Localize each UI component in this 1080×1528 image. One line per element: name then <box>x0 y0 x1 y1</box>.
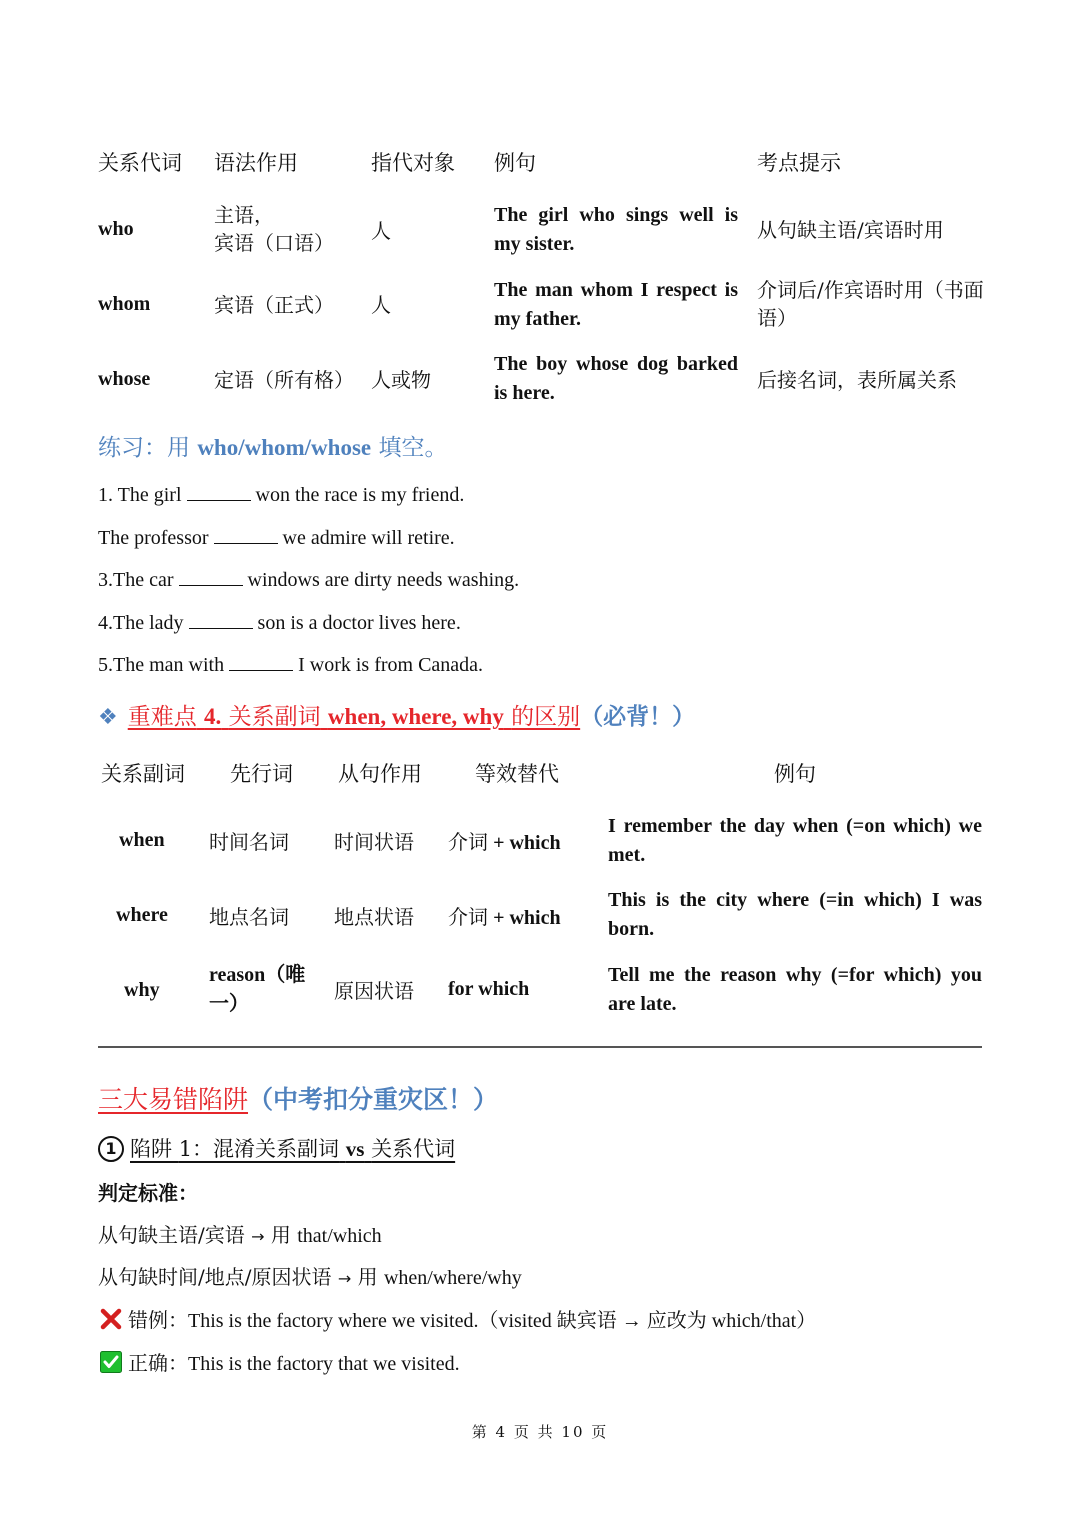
rule-adverbial <box>98 1261 522 1290</box>
table2-row-where-antecedent: 地点名词 <box>209 905 289 929</box>
table2-header-antecedent: 先行词 <box>230 762 293 786</box>
table2-row-where-example: This is the city where (=in which) I was born. <box>608 889 982 940</box>
blank-line <box>179 567 243 586</box>
section4-title-b: 4. <box>204 704 222 729</box>
practice-item-2-before: The professor <box>98 527 209 549</box>
section4-title-a: 重难点 <box>127 704 197 730</box>
arrow-right-icon: → <box>337 1269 352 1288</box>
table2-row-why-substitute: for which <box>448 978 530 1000</box>
wrong-label: 错例： <box>128 1308 188 1332</box>
rule1-en: that/which <box>297 1225 382 1247</box>
trap1-heading-d: 关系代词 <box>371 1137 456 1161</box>
blank-line <box>229 652 293 671</box>
practice-item-2-after: we admire will retire. <box>282 527 455 549</box>
table1-header-example: 例句 <box>494 151 536 175</box>
section4-title <box>98 698 695 731</box>
practice-item <box>98 525 455 550</box>
table1-row-whose-example: The boy whose dog barked is here. <box>494 353 738 404</box>
rule1-cn: 从句缺主语/宾语 <box>98 1223 245 1247</box>
table1-row-whom-refers: 人 <box>371 293 391 317</box>
section-divider <box>98 1046 982 1048</box>
right-text: This is the factory that we visited. <box>188 1353 460 1375</box>
table1-row-who-example: The girl who sings well is my sister. <box>494 204 738 255</box>
wrong-text: This is the factory where we visited.（visited 缺宾语 → 应改为 which/that） <box>188 1310 817 1332</box>
rule2-cn: 从句缺时间/地点/原因状语 <box>98 1265 332 1289</box>
blank-line <box>187 482 251 501</box>
cross-mark-icon <box>100 1308 122 1330</box>
table2-header-adverb: 关系副词 <box>101 762 185 786</box>
arrow-right-icon: → <box>251 1227 265 1246</box>
table1-row-whose-tip: 后接名词，表所属关系 <box>757 368 957 392</box>
table2-row-when-role: 时间状语 <box>334 830 414 854</box>
table2-header-example: 例句 <box>774 762 816 786</box>
table2-row-why-example: Tell me the reason why (=for which) you are late. <box>608 964 982 1015</box>
table1-row-who-function <box>214 201 334 257</box>
table1-row-who-pronoun: who <box>98 218 134 240</box>
table2-row-when-substitute <box>448 826 561 858</box>
practice-title-suffix: 填空。 <box>378 435 448 461</box>
practice-item-1-after: won the race is my friend. <box>255 484 465 506</box>
table1-row-who-function-line1: 主语， <box>214 203 274 227</box>
practice-item-5-after: I work is from Canada. <box>298 654 484 676</box>
table1-row-who-refers: 人 <box>371 219 391 243</box>
criteria-label: 判定标准： <box>98 1181 198 1205</box>
footer-d: 页 <box>591 1423 609 1441</box>
circled-number-icon: 1 <box>98 1136 124 1162</box>
footer-page: 4 <box>495 1423 508 1441</box>
trap1-heading-a: 陷阱 <box>130 1137 172 1161</box>
practice-item <box>98 652 483 677</box>
trap1-heading-b: 1：混淆关系副词 <box>178 1137 340 1161</box>
footer-c: 共 <box>537 1423 555 1441</box>
table1-row-whom-function: 宾语（正式） <box>214 293 334 317</box>
table2-row-why-antecedent-line2: 一） <box>209 993 249 1015</box>
rule-subject-object <box>98 1219 382 1248</box>
practice-title <box>98 429 447 462</box>
table2-row-where-substitute <box>448 901 561 933</box>
traps-title <box>98 1080 498 1116</box>
practice-item-3-after: windows are dirty needs washing. <box>247 569 520 591</box>
practice-item-3-before: 3.The car <box>98 569 174 591</box>
table2-row-when-example: I remember the day when (=on which) we met. <box>608 815 982 866</box>
footer-total: 10 <box>561 1423 585 1441</box>
right-example <box>100 1347 460 1376</box>
table1-header-pronoun: 关系代词 <box>98 151 182 175</box>
practice-item-5-before: 5.The man with <box>98 654 225 676</box>
table1-row-who-tip: 从句缺主语/宾语时用 <box>757 218 944 242</box>
table1-row-whom-example: The man whom I respect is my father. <box>494 279 738 330</box>
page-footer <box>0 1421 1080 1442</box>
table1-header-tip: 考点提示 <box>757 151 841 175</box>
diamond-bullet-icon: ❖ <box>98 705 118 730</box>
table2-row-when-sub-en: + which <box>493 832 561 854</box>
table2-row-why-role: 原因状语 <box>334 979 414 1003</box>
table2-row-why-antecedent <box>209 961 319 1019</box>
practice-item <box>98 567 519 592</box>
rule2-en: when/where/why <box>383 1267 522 1289</box>
table2-row-why-antecedent-line1: reason（唯 <box>209 964 306 986</box>
table1-header-refers: 指代对象 <box>371 151 455 175</box>
wrong-example <box>100 1304 816 1333</box>
table2-row-where-sub-en: + which <box>493 907 561 929</box>
table2-row-when-antecedent: 时间名词 <box>209 830 289 854</box>
table1-row-whose-pronoun: whose <box>98 368 151 390</box>
practice-item-4-before: 4.The lady <box>98 612 184 634</box>
table2-header-substitute: 等效替代 <box>475 762 559 786</box>
right-label: 正确： <box>128 1351 188 1375</box>
practice-item-4-after: son is a doctor lives here. <box>257 612 461 634</box>
rule1-use: 用 <box>270 1223 291 1247</box>
section4-title-c: 关系副词 <box>228 704 321 730</box>
table2-row-when-sub-cn: 介词 <box>448 830 488 854</box>
practice-title-prefix: 练习：用 <box>98 435 190 461</box>
table1-row-whom-tip: 介词后/作宾语时用（书面语） <box>757 278 984 330</box>
practice-item-1-before: 1. The girl <box>98 484 182 506</box>
section4-title-d: when, where, why <box>327 704 504 729</box>
practice-item <box>98 482 464 507</box>
section4-title-e: 的区别 <box>511 704 581 730</box>
table2-row-where-role: 地点状语 <box>334 905 414 929</box>
traps-title-main: 三大易错陷阱 <box>98 1085 249 1114</box>
table2-row-when-adverb: when <box>119 829 165 851</box>
table1-header-function: 语法作用 <box>214 151 298 175</box>
blank-line <box>189 610 253 629</box>
table1-row-who-function-line2: 宾语（口语） <box>214 231 334 255</box>
rule2-use: 用 <box>357 1265 378 1289</box>
table2-row-why-adverb: why <box>124 979 160 1001</box>
table1-row-whose-refers: 人或物 <box>371 368 431 392</box>
traps-title-note: （中考扣分重灾区！） <box>248 1085 499 1114</box>
table2-header-role: 从句作用 <box>338 762 422 786</box>
section4-note: （必背！） <box>580 703 696 730</box>
practice-title-words: who/whom/whose <box>197 435 372 460</box>
footer-a: 第 <box>471 1423 489 1441</box>
practice-item <box>98 610 461 635</box>
blank-line <box>214 525 278 544</box>
check-mark-icon <box>100 1351 122 1373</box>
table2-row-where-sub-cn: 介词 <box>448 905 488 929</box>
trap1-heading-c: vs <box>345 1137 365 1161</box>
footer-b: 页 <box>513 1423 531 1441</box>
table2-row-where-adverb: where <box>116 904 168 926</box>
table1-row-whom-pronoun: whom <box>98 293 151 315</box>
trap1-heading <box>98 1133 455 1163</box>
table1-row-whose-function: 定语（所有格） <box>214 368 354 392</box>
